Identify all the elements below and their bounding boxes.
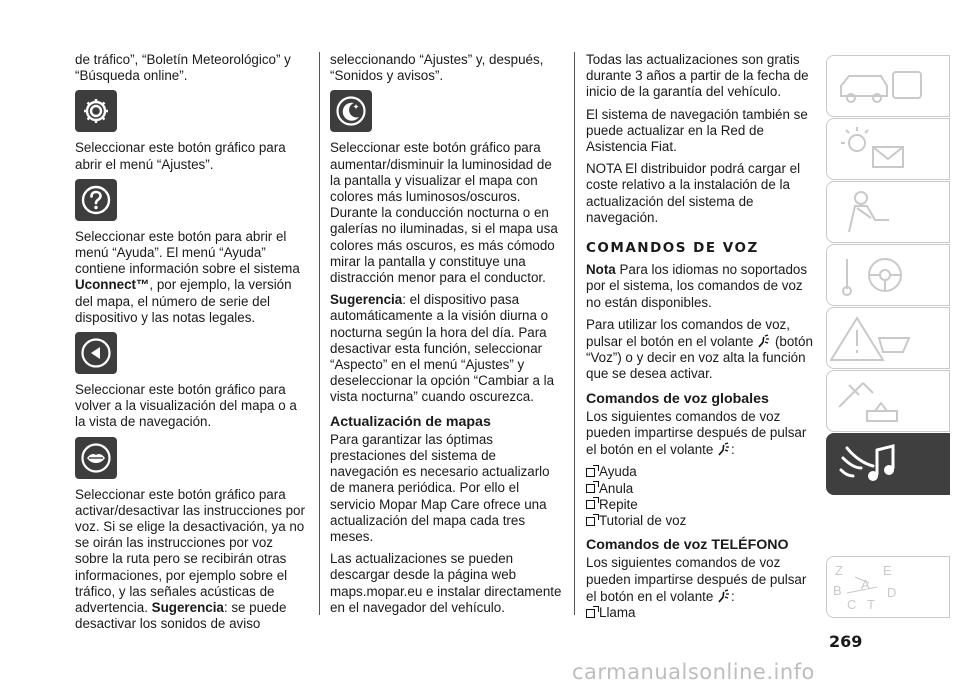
paragraph: Las actualizaciones se pueden descargar desde la página web maps.mopar.eu e instalar directamente en el navegador del vehículo. — [330, 551, 562, 615]
list-bullet-icon — [586, 484, 595, 493]
safety-tab[interactable] — [826, 181, 950, 243]
index-letter: E — [883, 563, 892, 578]
voice-icon — [717, 441, 731, 457]
list-bullet-icon — [586, 500, 595, 509]
paragraph: Los siguientes comandos de voz pueden impartirse después de pulsar el botón en el volante : — [586, 408, 807, 458]
emergency-tab[interactable] — [826, 307, 950, 369]
index-letter: B — [833, 583, 842, 598]
index-tab[interactable] — [826, 556, 950, 618]
index-letter: D — [887, 585, 897, 600]
gear-icon — [75, 90, 117, 132]
chapter-heading: COMANDOS DE VOZ — [586, 240, 759, 257]
paragraph: Todas las actualizaciones son gratis durante 3 años a partir de la fecha de inicio de la garantía del vehículo. — [586, 52, 809, 100]
driving-tab[interactable] — [826, 244, 950, 306]
index-letter: A — [861, 577, 870, 592]
paragraph: Seleccionar este botón gráfico para abrir el menú “Ajustes”. — [75, 140, 286, 172]
back-arrow-icon — [75, 332, 117, 374]
column-divider — [574, 52, 575, 615]
paragraph: Seleccionar este botón gráfico para aumentar/disminuir la luminosidad de la pantalla y visualizar el mapa con colores más luminosos/oscuros. Durante la conducción nocturna o en galerías no iluminadas, si el mapa usa colores más oscuros, es más cómodo mirar la pantalla y constituye una distracción menor para el conductor. — [330, 140, 558, 286]
page-number: 269 — [829, 632, 863, 651]
question-icon — [75, 179, 117, 221]
warning-lights-tab[interactable] — [826, 118, 950, 180]
paragraph: Seleccionar este botón gráfico para volver a la visualización del mapa o a la vista de navegación. — [75, 382, 297, 430]
list-item: Repite — [586, 497, 818, 513]
list-bullet-icon — [586, 468, 595, 477]
section-heading: Comandos de voz TELÉFONO — [586, 537, 789, 554]
list-bullet-icon — [586, 517, 595, 526]
paragraph: Los siguientes comandos de voz pueden impartirse después de pulsar el botón en el volante : — [586, 555, 807, 604]
list-item: Llama — [586, 605, 818, 621]
voice-icon — [717, 588, 731, 604]
paragraph: El sistema de navegación también se puede actualizar en la Red de Asistencia Fiat. — [586, 106, 808, 155]
index-letter: C — [847, 597, 857, 612]
car-dashboard-tab[interactable] — [826, 55, 950, 117]
paragraph: Para garantizar las óptimas prestaciones del sistema de navegación es necesario actualizarlo de manera periódica. Por ello el servicio Mopar Map Care ofrece una actualización del mapa cada tres meses. — [330, 431, 550, 545]
paragraph: seleccionando “Ajustes” y, después, “Sonidos y avisos”. — [330, 52, 544, 84]
brand-name: Uconnect™ — [75, 277, 150, 293]
section-heading: Actualización de mapas — [330, 413, 491, 430]
column-right — [586, 52, 818, 621]
paragraph: Seleccionar este botón gráfico para activar/desactivar las instrucciones por voz. Si se elige la desactivación, ya no se oirán las instrucciones por voz sobre la ruta pero se recibirán otras informaciones, por ejemplo sobre el tráfico, y las señales acústicas de advertencia. Sugerencia: se puede desactivar los sonidos de aviso — [75, 486, 305, 632]
section-heading: Comandos de voz globales — [586, 390, 769, 407]
command-list — [586, 464, 818, 529]
index-letter: Z — [835, 563, 843, 578]
column-middle — [330, 52, 562, 622]
multimedia-tab[interactable] — [826, 433, 950, 495]
paragraph: Para utilizar los comandos de voz, pulsar el botón en el volante (botón “Voz”) o y decir en voz alta la función que se desea activar. — [586, 316, 813, 382]
column-divider — [319, 52, 320, 615]
command-list — [586, 605, 818, 621]
list-item: Ayuda — [586, 464, 818, 480]
paragraph: NOTA El distribuidor podrá cargar el coste relativo a la instalación de la actualización del sistema de navegación. — [586, 161, 801, 225]
paragraph: Sugerencia: el dispositivo pasa automáticamente a la visión diurna o nocturna según la hora del día. Para desactivar esta función, seleccionar “Aspecto” en el menú “Ajustes” y deseleccionar la opción “Cambiar a la vista nocturna” cuando oscurezca. — [330, 292, 555, 405]
moon-icon — [330, 90, 372, 132]
paragraph: Seleccionar este botón para abrir el menú “Ayuda”. El menú “Ayuda” contiene información sobre el sistema Uconnect™, por ejemplo, la versión del mapa, el número de serie del dispositivo y las notas legales. — [75, 228, 300, 325]
list-item: Anula — [586, 481, 818, 497]
lips-icon — [75, 437, 117, 479]
maintenance-tab[interactable] — [826, 370, 950, 432]
list-item: Tutorial de voz — [586, 513, 818, 529]
index-letter: T — [867, 597, 875, 612]
paragraph: Nota Para los idiomas no soportados por el sistema, los comandos de voz no están disponibles. — [586, 262, 808, 310]
list-bullet-icon — [586, 609, 595, 618]
voice-icon — [757, 333, 771, 349]
column-left — [75, 52, 307, 638]
watermark[interactable]: carmanualsonline.info — [572, 660, 815, 684]
paragraph: de tráfico”, “Boletín Meteorológico” y “Búsqueda online”. — [75, 52, 291, 84]
